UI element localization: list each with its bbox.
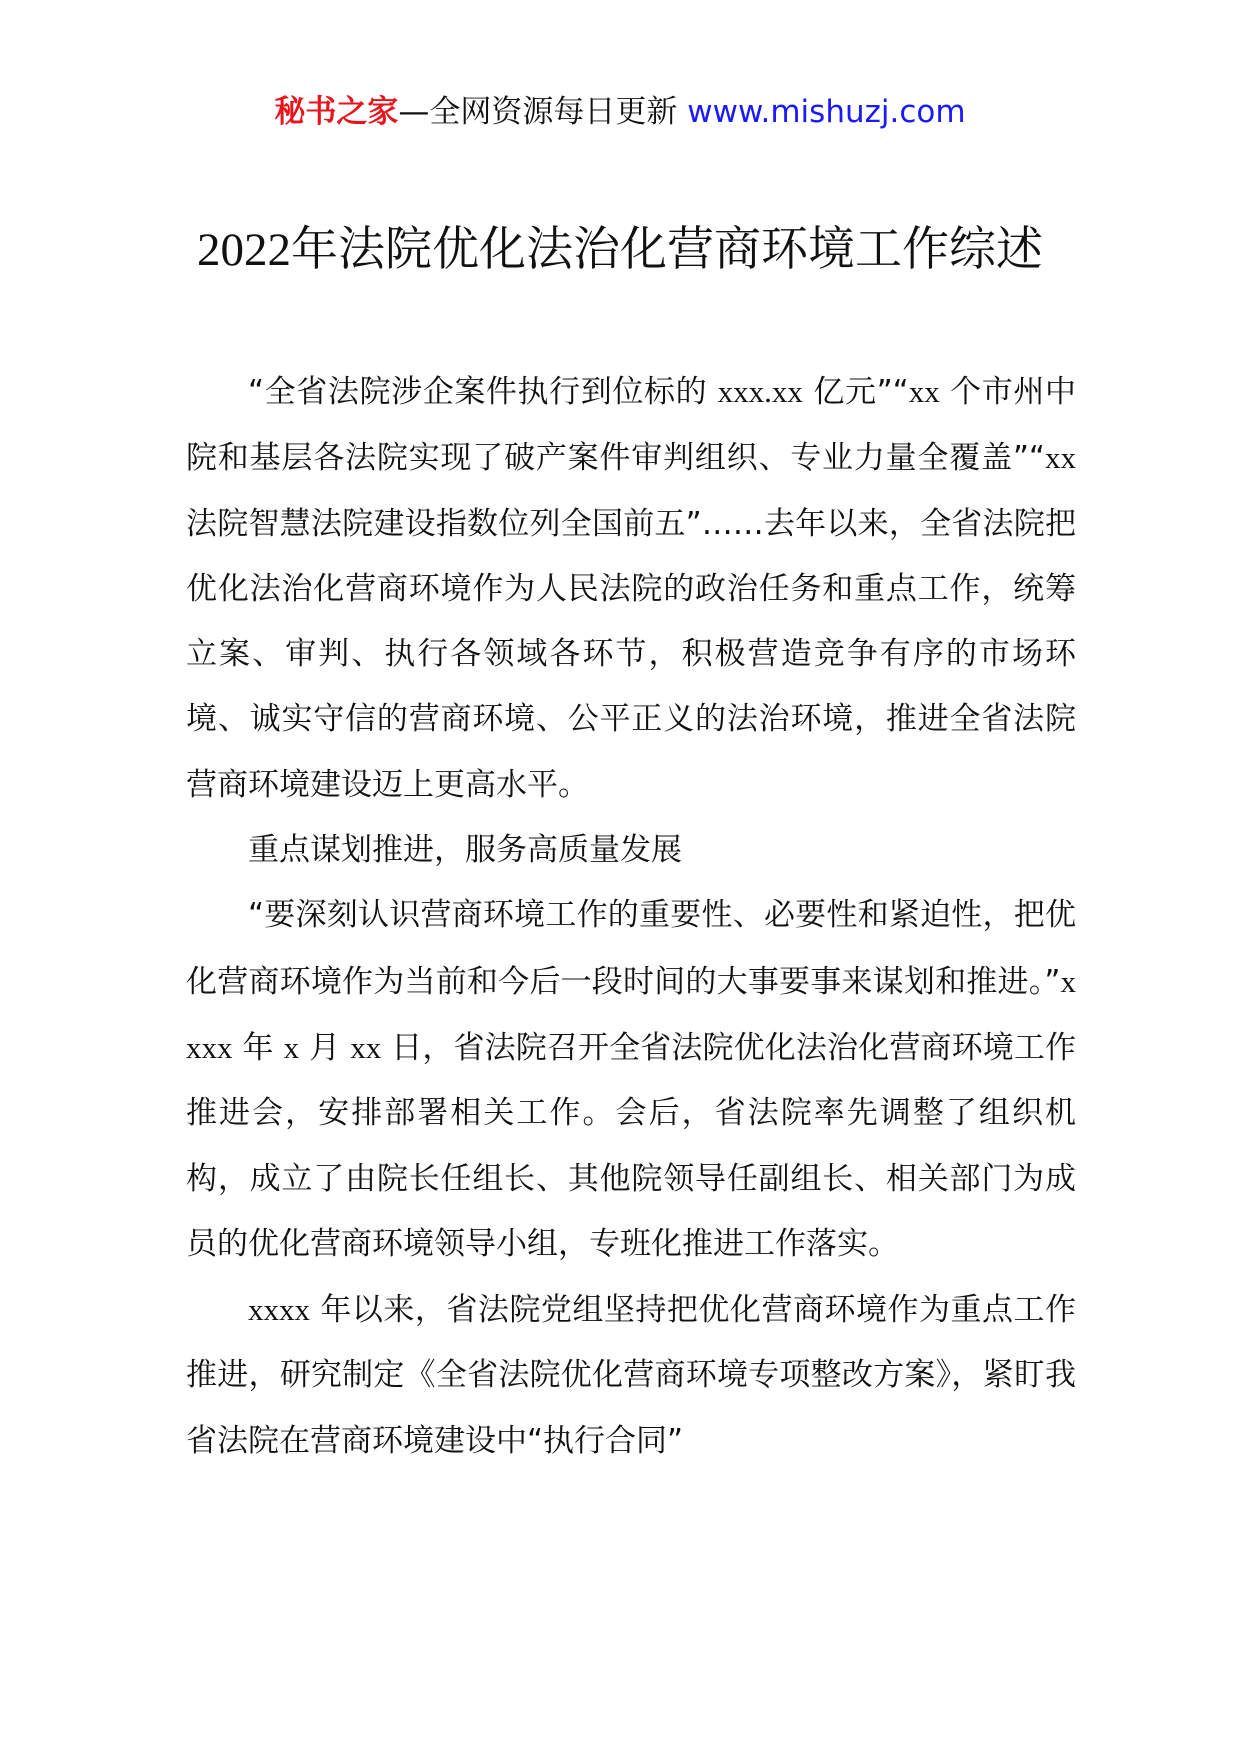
latin-run: x xyxy=(283,1029,300,1065)
latin-run: xxxx xyxy=(186,963,1076,1065)
body-paragraph-3: xxxx 年以来，省法院党组坚持把优化营商环境作为重点工作推进，研究制定《全省法院优化营商环境专项整改方案》，紧盯我省法院在营商环境建设中“执行合同” xyxy=(186,1292,1076,1459)
site-tagline: —全网资源每日更新 xyxy=(398,94,688,130)
body-paragraph-1: “全省法院涉企案件执行到位标的 xxx.xx 亿元”“xx 个市州中院和基层各法院实现了破产案件审判组织、专业力量全覆盖”“xx 法院智慧法院建设指数位列全国前五”……去年以来，全省法院把优化法治化营商环境作为人民法院的政治任务和重点工作，统筹立案、审判、执行各领域各环节，积极营造竞争有序的市场环境、诚实守信的营商环境、公平正义的法治环境，推进全省法院营商环境建设迈上更高水平。 xyxy=(186,374,1076,803)
latin-run: xx xyxy=(1045,440,1076,476)
latin-run: xxxx xyxy=(248,1292,310,1328)
site-url-link[interactable]: www.mishuzj.com xyxy=(687,94,966,130)
document-body xyxy=(186,359,1076,1474)
document-title-year: 2022 xyxy=(197,224,291,276)
document-title xyxy=(0,220,1240,280)
site-header xyxy=(0,90,1240,134)
section-heading: 重点谋划推进，服务高质量发展 xyxy=(248,832,682,869)
document-title-text: 年法院优化法治化营商环境工作综述 xyxy=(291,222,1043,277)
latin-run: xxx.xx xyxy=(717,374,803,409)
latin-run: xx xyxy=(908,374,940,409)
body-paragraph-2: “要深刻认识营商环境工作的重要性、必要性和紧迫性，把优化营商环境作为当前和今后一段时间的大事要事来谋划和推进。”xxxx 年 x 月 xx 日，省法院召开全省法院优化法治化营商环境工作推进会，安排部署相关工作。会后，省法院率先调整了组织机构，成立了由院长任组长、其他院领导任副组长、相关部门为成员的优化营商环境领导小组，专班化推进工作落实。 xyxy=(186,897,1076,1262)
latin-run: xx xyxy=(350,1029,382,1065)
site-brand: 秘书之家 xyxy=(274,94,399,130)
